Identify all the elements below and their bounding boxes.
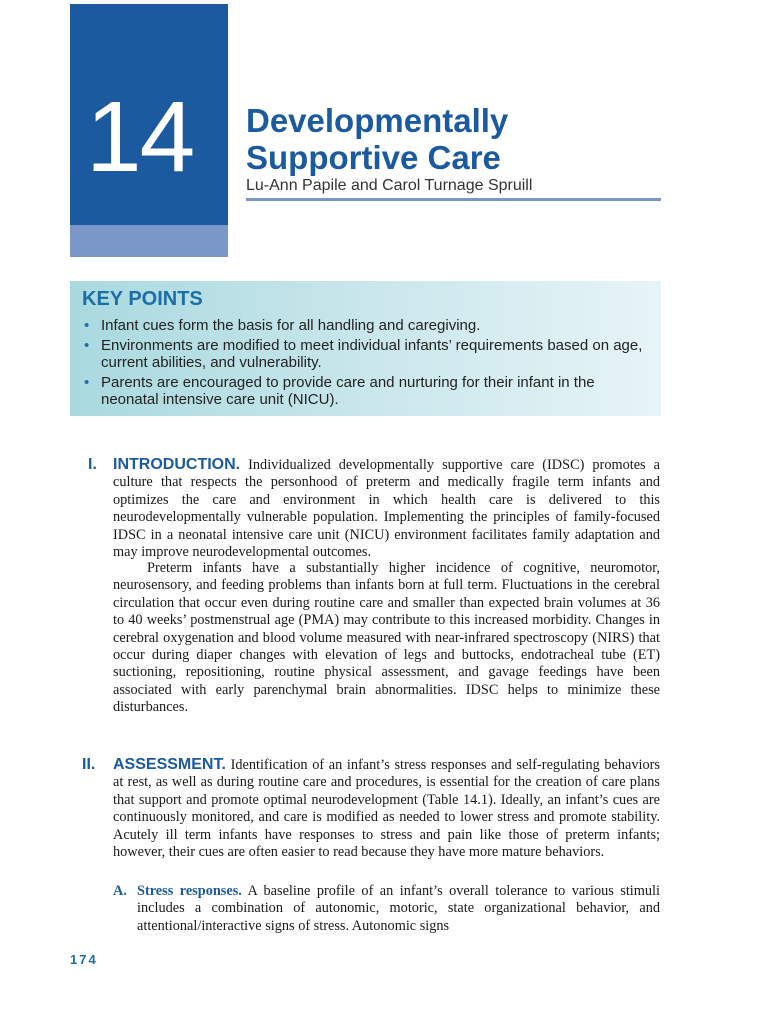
- section-2-number: II.: [82, 756, 96, 773]
- section-1-text-1: Individualized developmentally supportive care (IDSC) promotes a culture that respects the personhood of preterm and medically fragile term infants and optimizes the care and environment in which health care is delivered to this neurodevelopmentally vulnerable population. Implementing the principles of family-focused IDSC in a neonatal intensive care unit (NICU) environment facilitates family adaptation and may improve neurodevelopmental outcomes.: [113, 457, 660, 561]
- section-2-paragraph-1: [113, 756, 660, 861]
- chapter-title-line2: Supportive Care: [246, 139, 501, 176]
- subsection-a-text: A baseline profile of an infant’s overall tolerance to various stimuli includes a combination of autonomic, motoric, state organizational behavior, and attentional/interactive signs of stress. Autonomic signs: [137, 883, 660, 934]
- section-1-paragraph-1: [113, 456, 660, 561]
- bullet-icon: •: [84, 336, 90, 354]
- section-2-text-1: Identification of an infant’s stress responses and self-regulating behaviors at rest, as well as during routine care and procedures, is essential for the creation of care plans that support and promote optimal neurodevelopment (Table 14.1). Ideally, an infant’s cues are continuously monitored, and care is modified as needed to lower stress and promote stability. Acutely ill term infants have responses to stress and pain like those of preterm infants; however, their cues are often easier to read because they have more mature behaviors.: [113, 757, 660, 861]
- key-point-text: Parents are encouraged to provide care and nurturing for their infant in the neonatal intensive care unit (NICU).: [101, 373, 595, 408]
- section-1-paragraph-2: Preterm infants have a substantially higher incidence of cognitive, neuromotor, neurosensory, and feeding problems than infants born at full term. Fluctuations in the cerebral circulation that occur even during routine care and smaller than expected brain volumes at 36 to 40 weeks’ postmenstrual age (PMA) may contribute to this increased morbidity. Changes in cerebral oxygenation and blood volume measured with near-infrared spectroscopy (NIRS) that occur during diaper changes with elevation of legs and buttocks, endotracheal tube (ET) suctioning, repositioning, routine physical assessment, and gavage feedings have been associated with early parenchymal brain abnormalities. IDSC helps to minimize these disturbances.: [113, 560, 660, 716]
- bullet-icon: •: [84, 373, 90, 391]
- key-point-item: [82, 337, 652, 372]
- chapter-title: [246, 102, 666, 176]
- bullet-icon: •: [84, 317, 90, 334]
- chapter-number: 14: [86, 81, 194, 193]
- key-point-item: [82, 374, 652, 409]
- subsection-a-paragraph: [137, 883, 660, 935]
- section-2-heading: ASSESSMENT.: [113, 756, 226, 773]
- key-point-text: Infant cues form the basis for all handling and caregiving.: [101, 317, 481, 334]
- key-points-heading: KEY POINTS: [82, 288, 203, 310]
- chapter-authors: Lu-Ann Papile and Carol Turnage Spruill: [246, 177, 533, 194]
- chapter-title-line1: Developmentally: [246, 102, 509, 139]
- key-points-list: [82, 317, 652, 411]
- section-1-number: I.: [88, 456, 97, 473]
- title-divider: [246, 198, 661, 201]
- key-point-text: Environments are modified to meet individual infants’ requirements based on age, current abilities, and vulnerability.: [101, 336, 643, 371]
- page-number: 174: [70, 952, 98, 967]
- chapter-block-stripe: [70, 225, 228, 257]
- key-point-item: [82, 317, 652, 335]
- section-1-heading: INTRODUCTION.: [113, 456, 241, 473]
- subsection-a-letter: A.: [113, 883, 127, 899]
- subsection-a-heading: Stress responses.: [137, 883, 242, 899]
